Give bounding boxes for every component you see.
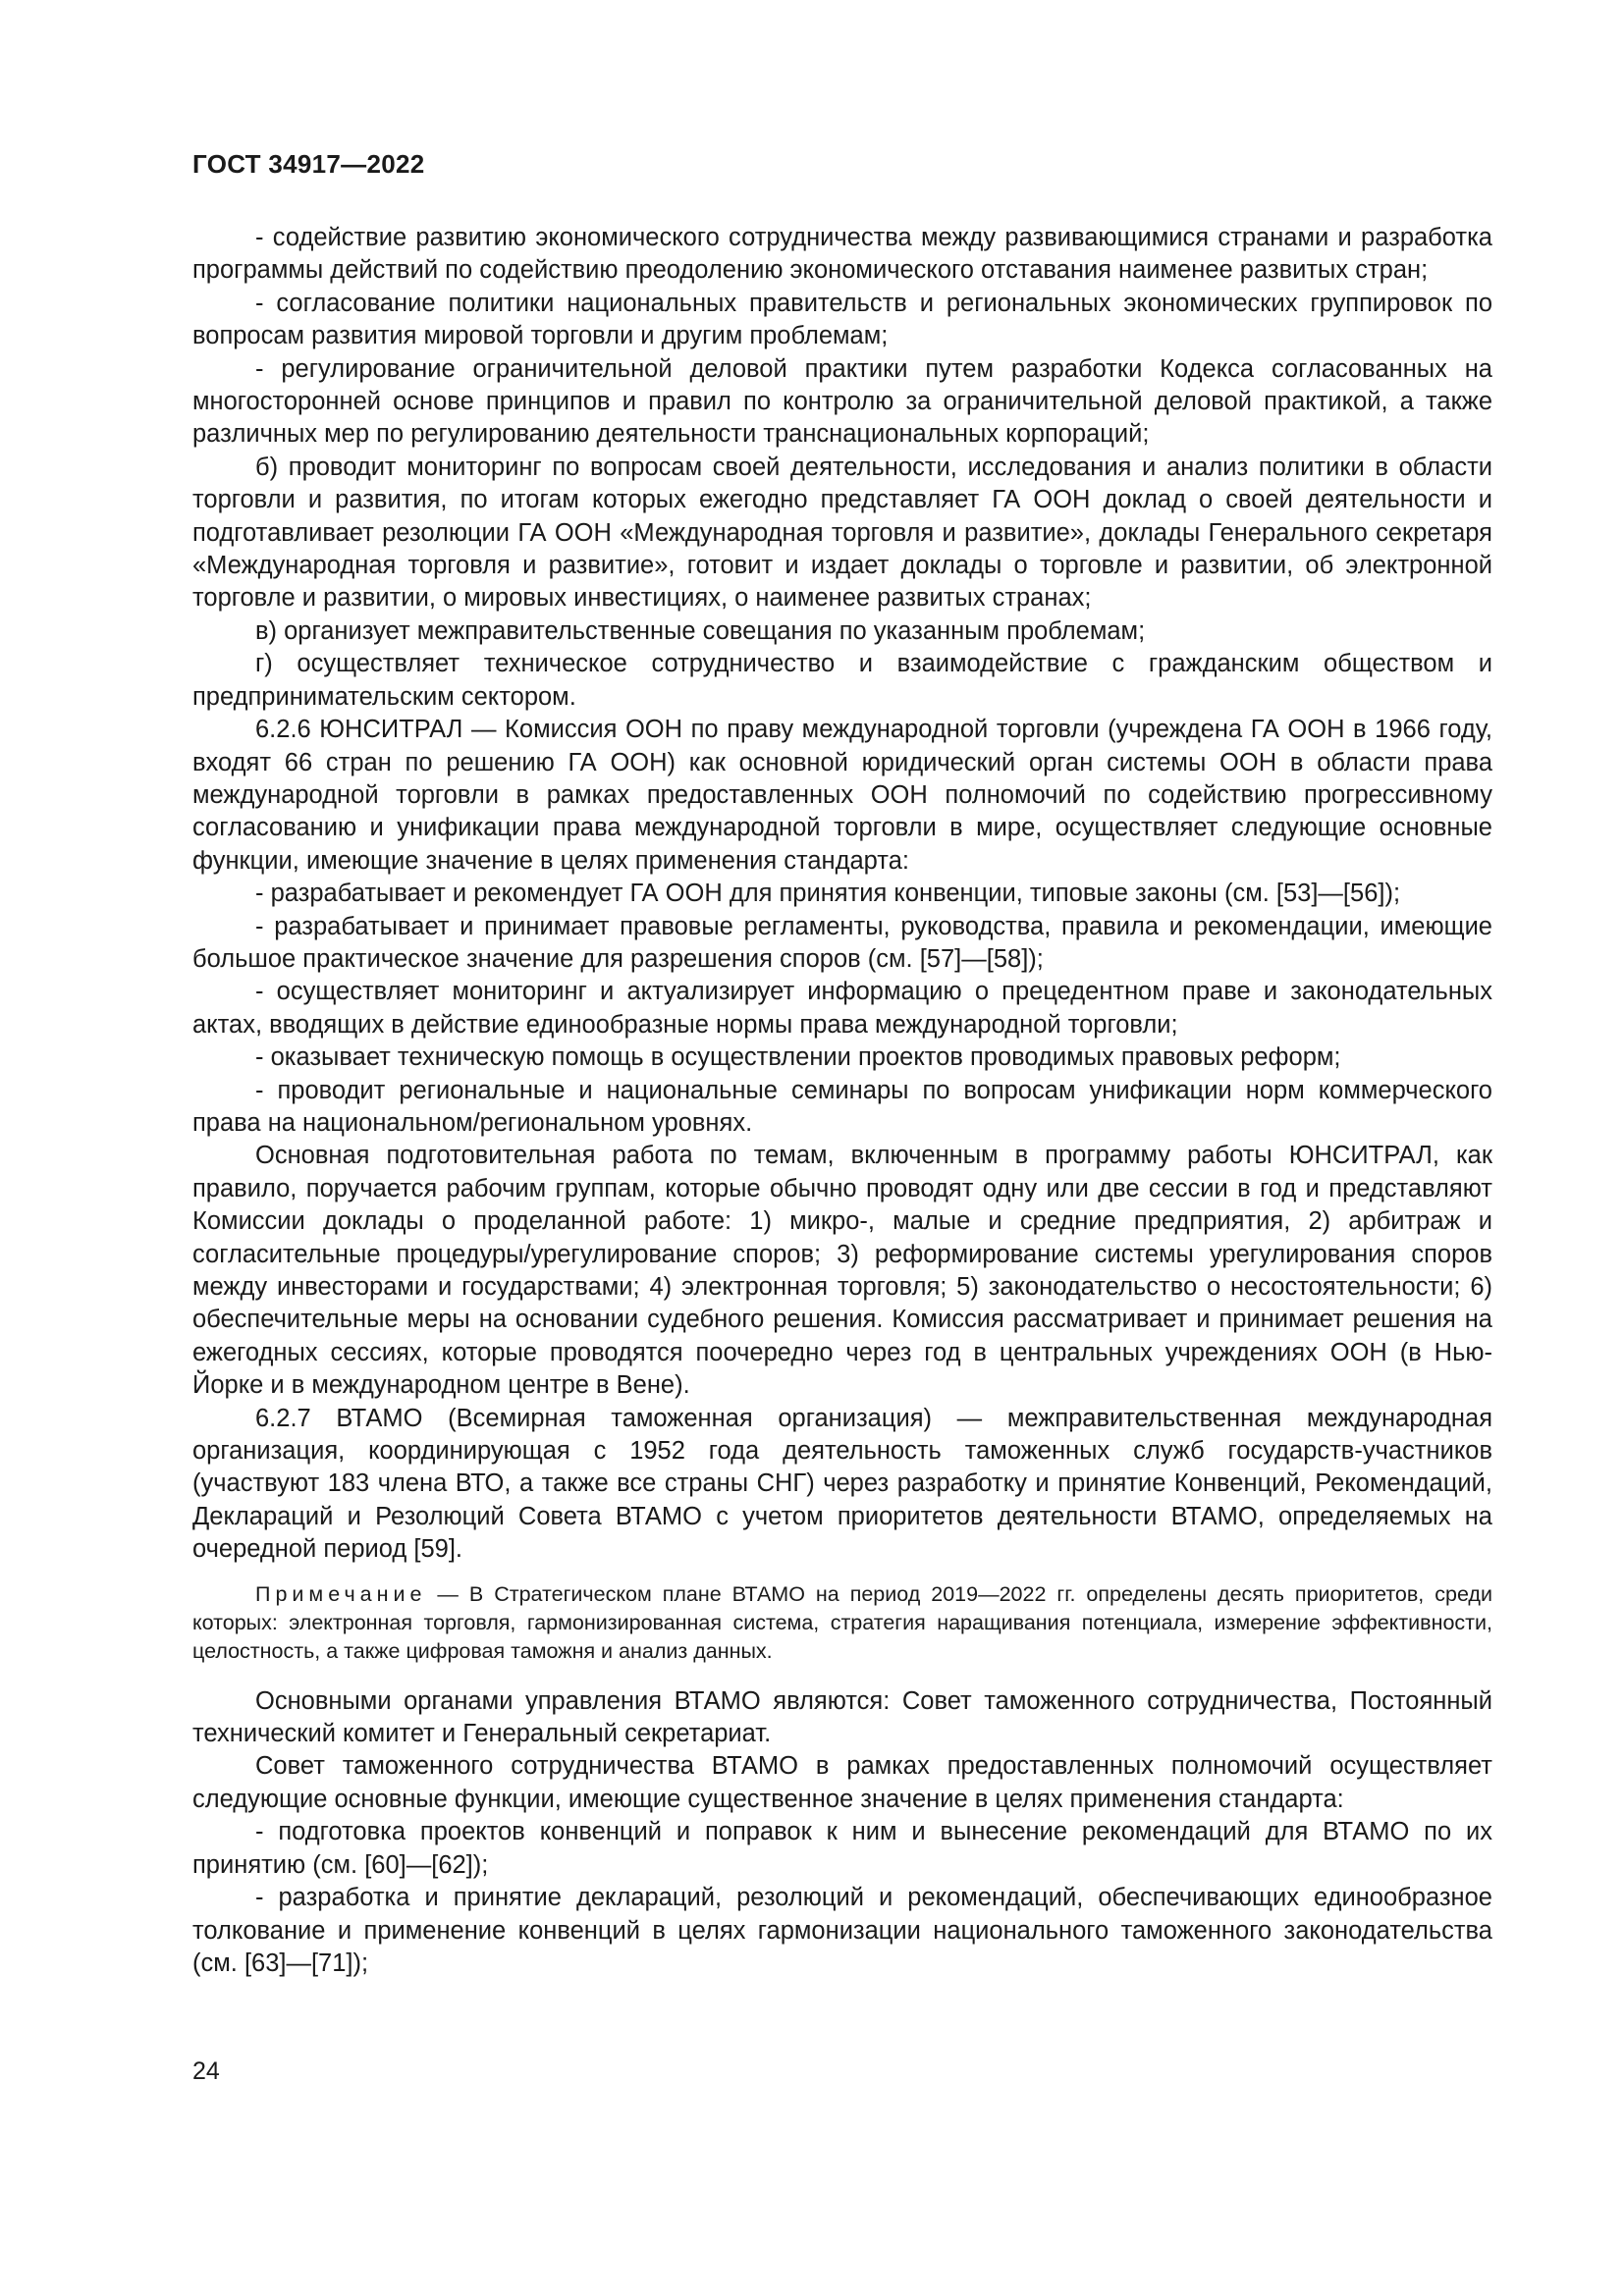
paragraph: г) осуществляет техническое сотрудничество и взаимодействие с гражданским обществом и предпринимательским сектором.: [192, 650, 1492, 711]
paragraph: - разрабатывает и рекомендует ГА ООН для принятия конвенции, типовые законы (см. [53]—[56]);: [255, 880, 1401, 908]
paragraph: 6.2.7 ВТАМО (Всемирная таможенная организация) — межправительственная международная организация, координирующая с 1952 года деятельность таможенных служб государств-участников (участвуют 183 члена ВТО, а также все страны СНГ) через разработку и принятие Конвенций, Рекомендаций, Деклараций и Резолюций Совета ВТАМО с учетом приоритетов деятельности ВТАМО, определяемых на очередной период [59].: [192, 1404, 1492, 1564]
paragraph: 6.2.6 ЮНСИТРАЛ — Комиссия ООН по праву международной торговли (учреждена ГА ООН в 1966 году, входят 66 стран по решению ГА ООН) как основной юридический орган системы ООН в области права международной торговли в рамках предоставленных ООН полномочий по содействию прогрессивному согласованию и унификации права международной торговли в мире, осуществляет следующие основные функции, имеющие значение в целях применения стандарта:: [192, 716, 1492, 875]
page-number: 24: [192, 2057, 220, 2085]
paragraph: - разработка и принятие деклараций, резолюций и рекомендаций, обеспечивающих единообразное толкование и применение конвенций в целях гармонизации национального таможенного законодательства (см. [63]—[71]);: [192, 1884, 1492, 1977]
note: [192, 1580, 1492, 1666]
paragraph: Совет таможенного сотрудничества ВТАМО в рамках предоставленных полномочий осуществляет следующие основные функции, имеющие существенное значение в целях применения стандарта:: [192, 1752, 1492, 1813]
paragraph: б) проводит мониторинг по вопросам своей деятельности, исследования и анализ политики в области торговли и развития, по итогам которых ежегодно представляет ГА ООН доклад о своей деятельности и подготавливает резолюции ГА ООН «Международная торговля и развитие», доклады Генерального секретаря «Международная торговля и развитие», готовит и издает доклады о торговле и развитии, об электронной торговле и развитии, о мировых инвестициях, о наименее развитых странах;: [192, 453, 1492, 613]
paragraph: Основная подготовительная работа по темам, включенным в программу работы ЮНСИТРАЛ, как правило, поручается рабочим группам, которые обычно проводят одну или две сессии в год и представляют Комиссии доклады о проделанной работе: 1) микро-, малые и средние предприятия, 2) арбитраж и согласительные процедуры/урегулирование споров; 3) реформирование системы урегулирования споров между инвесторами и государствами; 4) электронная торговля; 5) законодательство о несостоятельности; 6) обеспечительные меры на основании судебного решения. Комиссия рассматривает и принимает решения на ежегодных сессиях, которые проводятся поочередно через год в центральных учреждениях ООН (в Нью-Йорке и в международном центре в Вене).: [192, 1142, 1492, 1400]
paragraph: Основными органами управления ВТАМО являются: Совет таможенного сотрудничества, Постоянный технический комитет и Генеральный секретариат.: [192, 1686, 1492, 1748]
paragraph: - регулирование ограничительной деловой практики путем разработки Кодекса согласованных на многосторонней основе принципов и правил по контролю за ограничительной деловой практикой, а также различных мер по регулированию деятельности транснациональных корпораций;: [192, 354, 1492, 449]
paragraph: в) организует межправительственные совещания по указанным проблемам;: [255, 616, 1146, 645]
paragraph: - осуществляет мониторинг и актуализирует информацию о прецедентном праве и законодательных актах, вводящих в действие единообразные нормы права международной торговли;: [192, 978, 1492, 1039]
paragraph: - оказывает техническую помощь в осуществлении проектов проводимых правовых реформ;: [255, 1043, 1341, 1072]
note-text: — В Стратегическом плане ВТАМО на период 2019—2022 гг. определены десять приоритетов, среди которых: электронная торговля, гармонизированная система, стратегия наращивания потенциала, измерение эффективности, целостность, а также цифровая таможня и анализ данных.: [192, 1581, 1492, 1663]
paragraph: - проводит региональные и национальные семинары по вопросам унификации норм коммерческого права на национальном/региональном уровнях.: [192, 1076, 1492, 1137]
note-label: Примечание: [255, 1581, 427, 1606]
document-header: ГОСТ 34917—2022: [192, 149, 425, 179]
document-body: [192, 222, 1492, 1980]
paragraph: - подготовка проектов конвенций и поправок к ним и вынесение рекомендаций для ВТАМО по их принятию (см. [60]—[62]);: [192, 1818, 1492, 1879]
paragraph: - содействие развитию экономического сотрудничества между развивающимися странами и разработка программы действий по содействию преодолению экономического отставания наименее развитых стран;: [192, 224, 1492, 285]
paragraph: - согласование политики национальных правительств и региональных экономических группировок по вопросам развития мировой торговли и другим проблемам;: [192, 289, 1492, 350]
paragraph: - разрабатывает и принимает правовые регламенты, руководства, правила и рекомендации, имеющие большое практическое значение для разрешения споров (см. [57]—[58]);: [192, 912, 1492, 973]
